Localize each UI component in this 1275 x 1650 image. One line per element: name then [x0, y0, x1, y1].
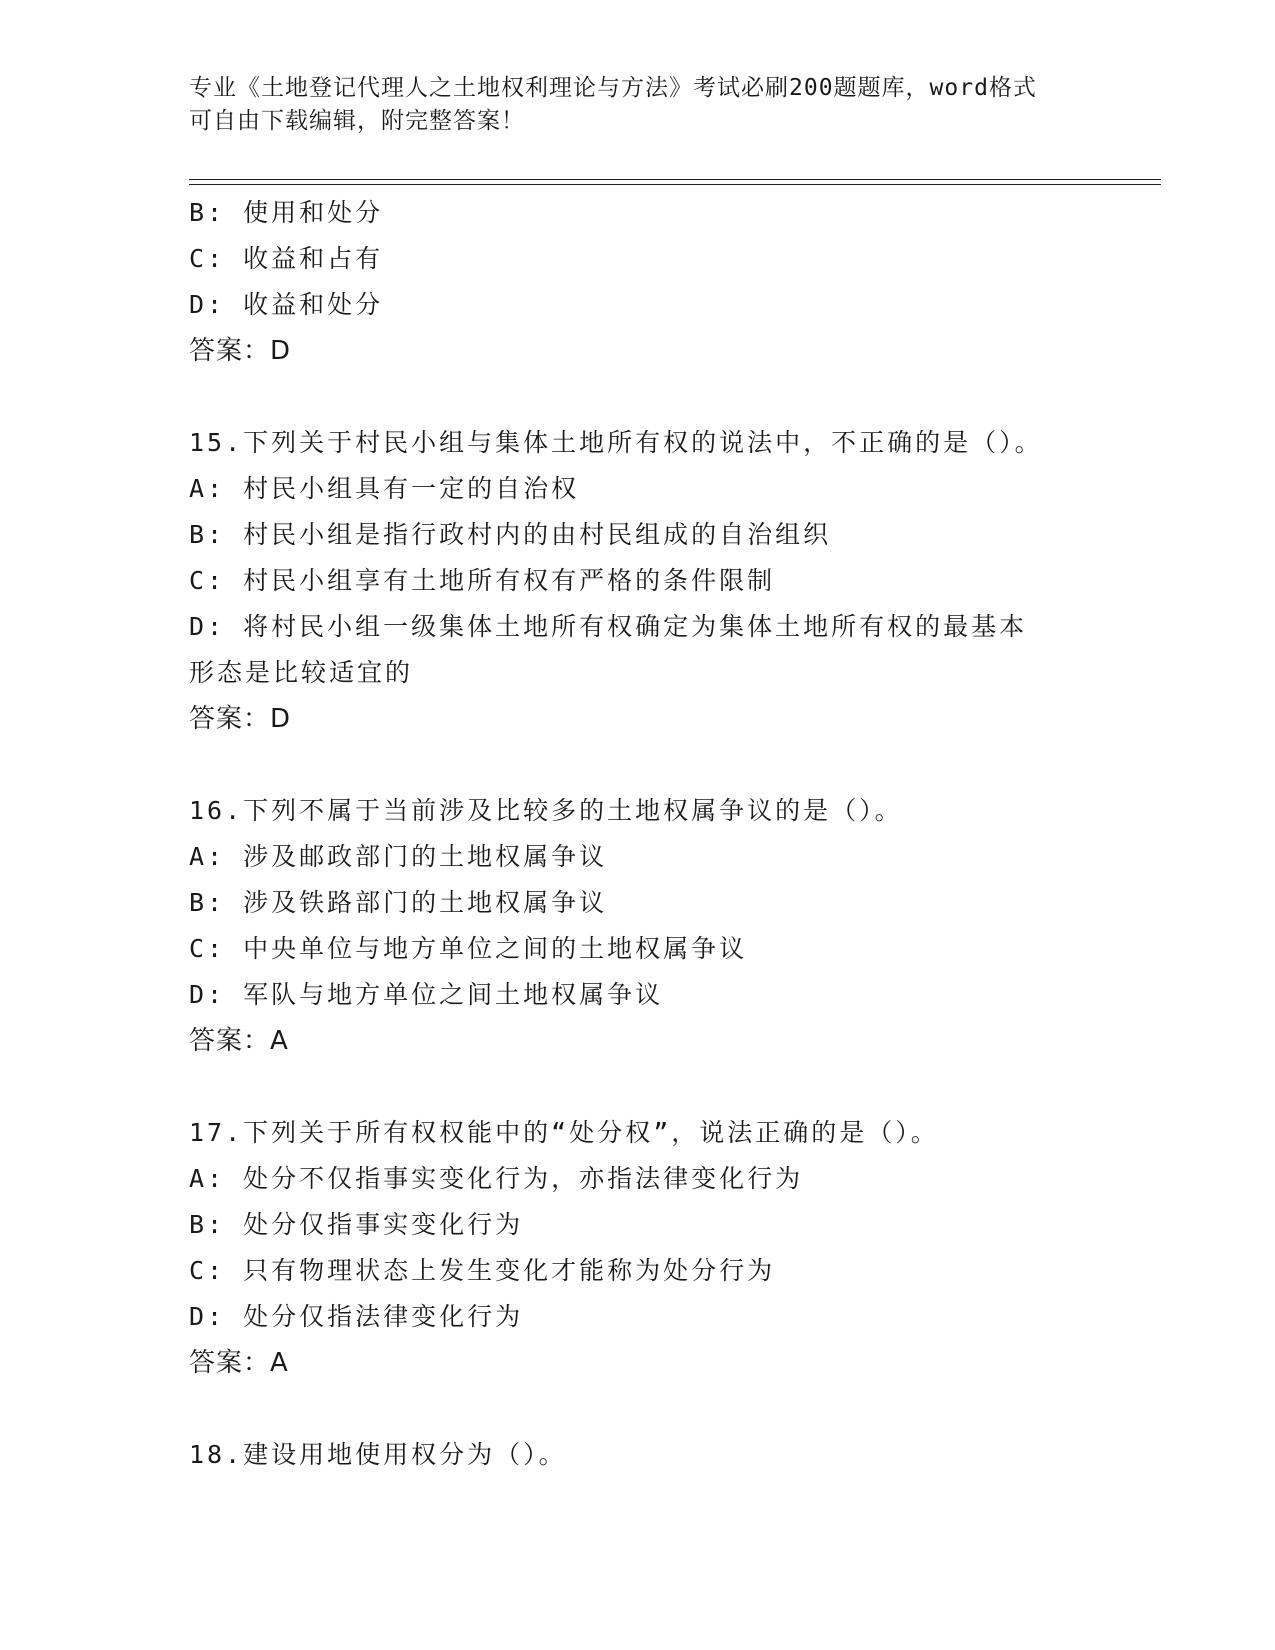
- option-b: B: 涉及铁路部门的土地权属争议: [189, 888, 608, 917]
- header-rule-top: [189, 179, 1161, 180]
- header-title-line-1: 专业《土地登记代理人之土地权利理论与方法》考试必刷200题题库，word格式: [189, 75, 1037, 101]
- document-header: [189, 72, 1089, 138]
- option-c: C: 中央单位与地方单位之间的土地权属争议: [189, 934, 748, 963]
- option-d: D: 收益和处分: [189, 290, 384, 319]
- question-15: [189, 420, 1089, 742]
- partial-question: [189, 190, 1089, 374]
- question-stem: 16.下列不属于当前涉及比较多的土地权属争议的是（）。: [189, 796, 903, 825]
- question-stem: 15.下列关于村民小组与集体土地所有权的说法中，不正确的是（）。: [189, 428, 1043, 457]
- option-a: A: 涉及邮政部门的土地权属争议: [189, 842, 608, 871]
- spacer: [189, 1064, 1089, 1110]
- question-18: [189, 1432, 1089, 1478]
- header-rule-bottom: [189, 184, 1161, 185]
- answer-line: 答案：D: [189, 704, 292, 734]
- question-16: [189, 788, 1089, 1064]
- option-b: B: 处分仅指事实变化行为: [189, 1210, 524, 1239]
- answer-line: 答案：D: [189, 336, 292, 366]
- option-d: D: 将村民小组一级集体土地所有权确定为集体土地所有权的最基本形态是比较适宜的: [189, 612, 1028, 687]
- question-stem: 18.建设用地使用权分为（）。: [189, 1440, 567, 1469]
- option-a: A: 村民小组具有一定的自治权: [189, 474, 580, 503]
- option-b: B: 村民小组是指行政村内的由村民组成的自治组织: [189, 520, 832, 549]
- option-c: C: 收益和占有: [189, 244, 384, 273]
- spacer: [189, 1386, 1089, 1432]
- option-b: B: 使用和处分: [189, 198, 384, 227]
- answer-line: 答案：A: [189, 1026, 289, 1056]
- option-d: D: 军队与地方单位之间土地权属争议: [189, 980, 664, 1009]
- spacer: [189, 374, 1089, 420]
- spacer: [189, 742, 1089, 788]
- option-c: C: 只有物理状态上发生变化才能称为处分行为: [189, 1256, 776, 1285]
- option-d: D: 处分仅指法律变化行为: [189, 1302, 524, 1331]
- question-stem: 17.下列关于所有权权能中的“处分权”，说法正确的是（）。: [189, 1118, 939, 1147]
- question-17: [189, 1110, 1089, 1386]
- option-c: C: 村民小组享有土地所有权有严格的条件限制: [189, 566, 776, 595]
- answer-line: 答案：A: [189, 1348, 289, 1378]
- question-content: [189, 190, 1089, 1478]
- option-a: A: 处分不仅指事实变化行为，亦指法律变化行为: [189, 1164, 804, 1193]
- header-title-line-2: 可自由下载编辑，附完整答案！: [189, 108, 525, 134]
